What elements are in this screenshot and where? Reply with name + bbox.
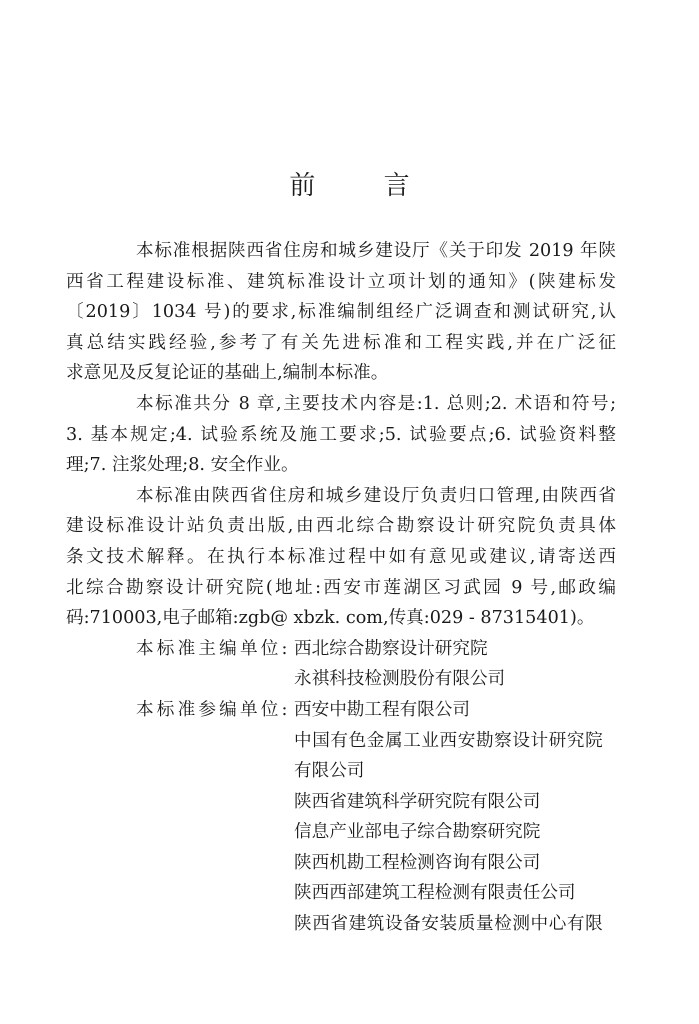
text-line: 本标准根据陕西省住房和城乡建设厅《关于印发 2019 年陕	[136, 241, 616, 261]
chief-units-label: 本标准主编单位:	[136, 638, 291, 659]
text-line: 理;7. 注浆处理;8. 安全作业。	[66, 455, 299, 476]
chief-unit-row	[101, 634, 616, 665]
unit-label-spacer	[101, 878, 294, 909]
participating-unit-name: 陕西省建筑设备安装质量检测中心有限	[294, 914, 604, 935]
participating-unit-name: 信息产业部电子综合勘察研究院	[294, 822, 541, 843]
participating-unit-row	[101, 726, 616, 757]
unit-label-spacer	[101, 787, 294, 818]
text-line: 〔2019〕1034 号)的要求,标准编制组经广泛调查和测试研究,认	[66, 302, 616, 323]
text-line: 码:710003,电子邮箱:zgb@ xbzk. com,传真:029 - 87315401)。	[66, 608, 595, 629]
participating-units-label: 本标准参编单位:	[136, 699, 291, 720]
participating-unit-row	[101, 848, 616, 879]
participating-unit-row	[101, 909, 616, 940]
unit-label-spacer	[101, 909, 294, 940]
text-line: 条文技术解释。在执行本标准过程中如有意见或建议,请寄送西	[66, 546, 616, 567]
participating-unit-name: 陕西西部建筑工程检测有限责任公司	[294, 883, 576, 904]
paragraph-2	[66, 389, 616, 481]
text-line: 北综合勘察设计研究院(地址:西安市莲湖区习武园 9 号,邮政编	[66, 577, 616, 598]
text-line: 本标准共分 8 章,主要技术内容是:1. 总则;2. 术语和符号;	[136, 393, 616, 414]
chief-unit-name: 西北综合勘察设计研究院	[294, 638, 488, 659]
text-line: 建设标准设计站负责出版,由西北综合勘察设计研究院负责具体	[66, 516, 616, 537]
page-title: 前 言	[289, 171, 440, 201]
document-body	[66, 236, 616, 940]
participating-unit-row	[101, 878, 616, 909]
participating-unit-name: 陕西省建筑科学研究院有限公司	[294, 791, 541, 812]
text-line: 真总结实践经验,参考了有关先进标准和工程实践,并在广泛征	[66, 332, 616, 353]
text-line: 西省工程建设标准、建筑标准设计立项计划的通知》(陕建标发	[66, 271, 616, 292]
chief-units-section	[101, 634, 616, 695]
unit-label-spacer	[101, 726, 294, 757]
unit-label-spacer	[101, 848, 294, 879]
participating-unit-row	[101, 787, 616, 818]
chief-unit-name: 永祺科技检测股份有限公司	[294, 669, 506, 690]
paragraph-3	[66, 481, 616, 634]
text-line: 本标准由陕西省住房和城乡建设厅负责归口管理,由陕西省	[136, 485, 616, 506]
chief-unit-row	[101, 664, 616, 695]
unit-label-spacer	[101, 817, 294, 848]
text-line: 3. 基本规定;4. 试验系统及施工要求;5. 试验要点;6. 试验资料整	[66, 424, 616, 445]
participating-unit-name: 中国有色金属工业西安勘察设计研究院	[294, 730, 604, 751]
participating-unit-name: 西安中勘工程有限公司	[294, 699, 470, 720]
participating-unit-name: 有限公司	[294, 761, 365, 782]
unit-label-spacer	[101, 756, 294, 787]
participating-unit-row	[101, 756, 616, 787]
participating-units-section	[101, 695, 616, 940]
unit-label-spacer	[101, 664, 294, 695]
paragraph-1	[66, 236, 616, 389]
participating-unit-row	[101, 695, 616, 726]
participating-unit-name: 陕西机勘工程检测咨询有限公司	[294, 852, 541, 873]
participating-unit-row	[101, 817, 616, 848]
text-line: 求意见及反复论证的基础上,编制本标准。	[66, 363, 389, 384]
